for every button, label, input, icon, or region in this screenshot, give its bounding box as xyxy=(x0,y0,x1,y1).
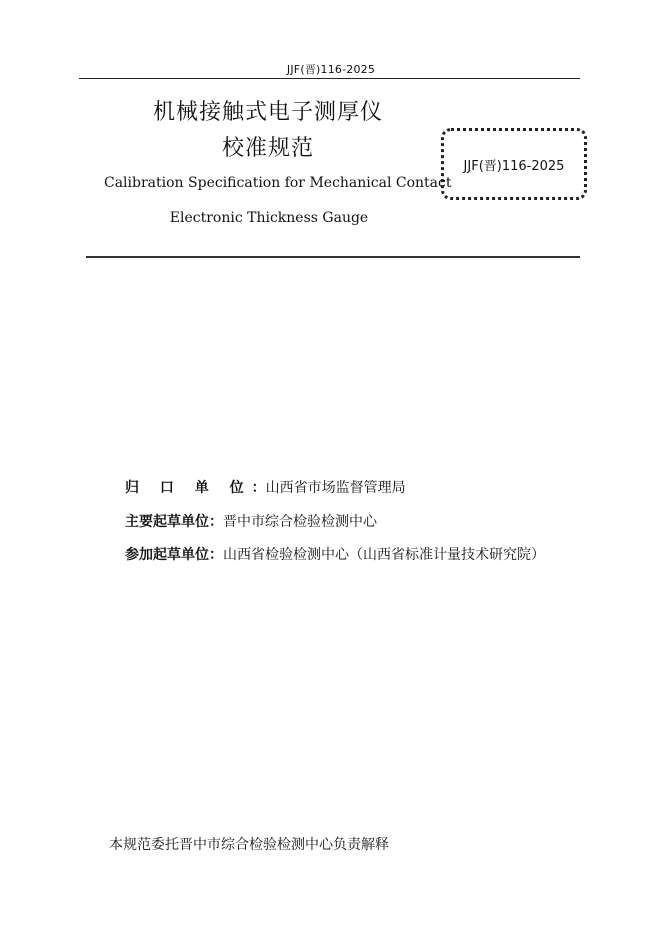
interpretation-note: 本规范委托晋中市综合检验检测中心负责解释 xyxy=(109,837,389,853)
main-drafting-unit-label: 主要起草单位 xyxy=(125,514,209,530)
title-divider xyxy=(86,256,580,258)
header-divider xyxy=(79,78,580,79)
document-title-en-line2: Electronic Thickness Gauge xyxy=(169,210,369,226)
responsible-unit-label: 归 口 单 位 xyxy=(125,480,252,496)
participating-drafting-unit-colon: ： xyxy=(209,547,223,563)
standard-code-label: JJF(晋)116-2025 xyxy=(463,158,565,174)
participating-drafting-unit-label: 参加起草单位 xyxy=(125,547,209,563)
participating-drafting-unit-value: 山西省检验检测中心（山西省标准计量技术研究院） xyxy=(223,547,545,563)
main-drafting-unit-row xyxy=(125,512,625,532)
responsible-unit-colon: ： xyxy=(251,480,266,496)
main-drafting-unit-value: 晋中市综合检验检测中心 xyxy=(223,514,377,530)
standard-code-box xyxy=(441,128,587,200)
participating-drafting-unit-row xyxy=(125,545,625,565)
main-drafting-unit-colon: ： xyxy=(209,514,223,530)
responsible-unit-value: 山西省市场监督管理局 xyxy=(265,480,406,496)
header-standard-code: JJF(晋)116-2025 xyxy=(286,63,376,76)
document-subtitle-cn: 校准规范 xyxy=(221,136,314,161)
document-title-cn: 机械接触式电子测厚仪 xyxy=(152,100,383,125)
document-title-en-line1: Calibration Specification for Mechanical Contact xyxy=(104,175,452,191)
responsible-unit-row xyxy=(125,478,625,498)
